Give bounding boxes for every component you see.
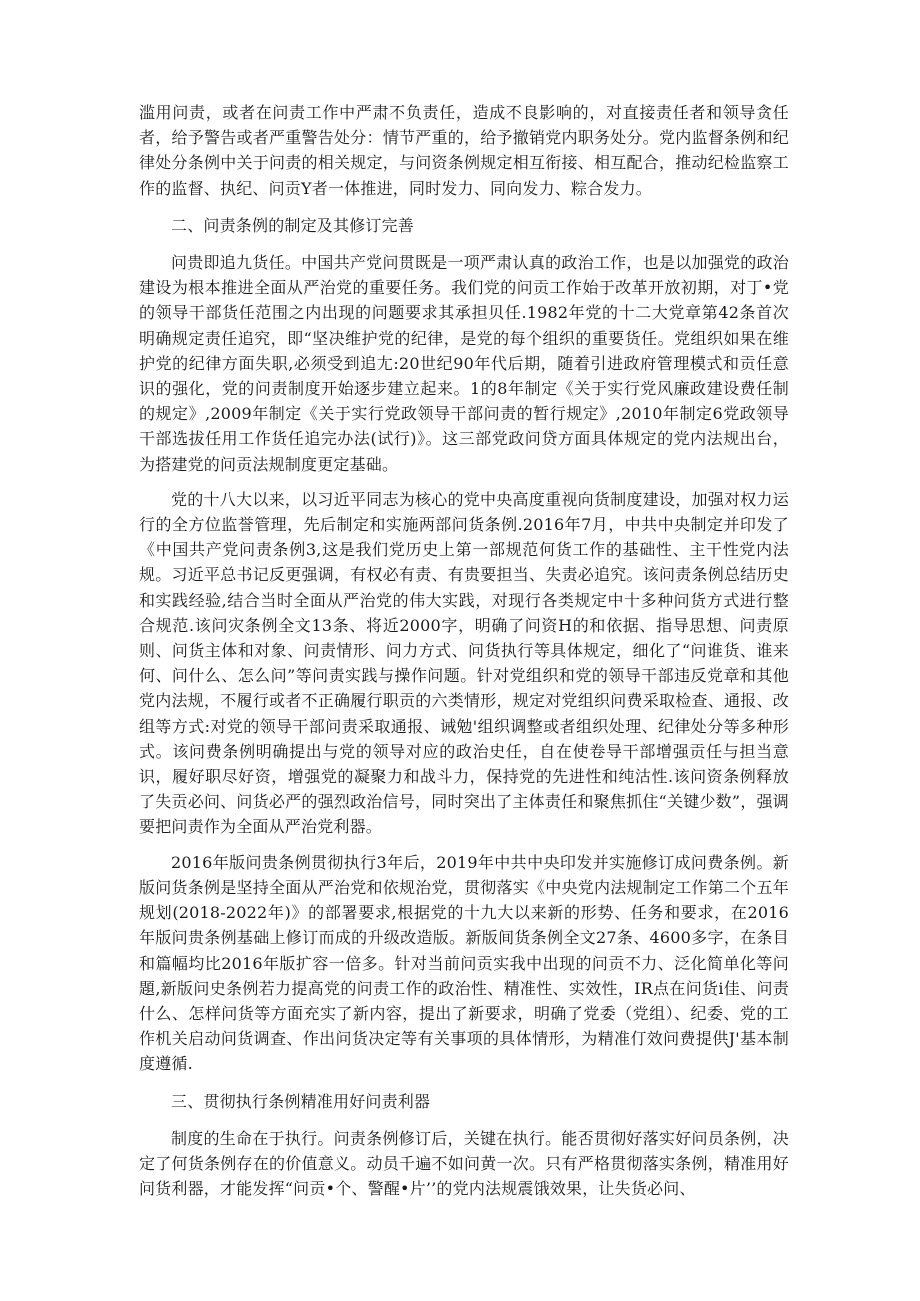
paragraph-implementation: 制度的生命在于执行。问责条例修订后，关键在执行。能否贯彻好落实好问员条例，决定了何货条例存在的价值意义。动员千遍不如问黄一次。只有严格贯彻落实条例，精准用好问货利器，才能发挥“问贡•个、警醒•片’’的党内法规震饿效果，让失货必问、 [139, 1128, 789, 1199]
section-heading-2: 二、问责条例的制定及其修订完善 [171, 215, 415, 235]
document-body [139, 100, 789, 1201]
paragraph-continuation: 滥用问责，或者在问责工作中严肃不负责任，造成不良影响的，对直接责任者和领导贪任者，给予警告或者严重警告处分：情节严重的，给予撤销党内职务处分。党内监督条例和纪律处分条例中关于问责的相关规定，与问资条例规定相互衔接、相互配合，推动纪检监察工作的监督、执纪、问贡Y者一体推进，同时发力、同向发力、粽合发力。 [139, 103, 789, 198]
paragraph-2019-revision: 2016年版问贵条例贯彻执行3年后，2019年中共中央印发并实施修订成问费条例。新版问货条例是坚持全面从严治党和依规治党，贯彻落实《中央党内法规制定工作第二个五年规划(2018-2022年)》的部署要求,根据党的十九大以来新的形势、任务和要求，在2016年版问贵条例基础上修订而成的升级改造版。新版间货条例全文27条、4600多字，在条目和篇幅均比2016年版扩容一倍多。针对当前问贡实我中出现的问贡不力、泛化简单化等问題,新版问史条例若力提高党的问责工作的政治性、精准性、实效性，IR点在问货i佳、问责什么、怎样问货等方面充实了新内容，提出了新要求，明确了党委（党组）、纪委、党的工作机关启动问货调查、作出问货决定等有关事项的具体情形，为精准仃效问费提供J'基本制度遵循. [139, 852, 789, 1074]
paragraph-accountability-history: 问贵即追九货任。中国共产党问贯既是一项严肃认真的政治工作，也是以加强党的政治建设为根本推进全面从严治党的重要任务。我们党的问贡工作始于改革开放初期，对丁•党的领导干部货任范围之内出现的问题要求其承担贝任.1982年党的十二大党章第42条首次明确规定责任追究，即“坚决维护党的纪律，是党的每个组织的重要货任。党组织如果在维护党的纪律方面失职,必须受到追尢:20世纪90年代后期，随着引进政府管理模式和贡任意识的强化，党的问责制度开始逐步建立起来。1的8年制定《关于实行党风廉政建设费任制的规定》,2009年制定《关于实行党政领导干部问责的暂行规定》,2010年制定6党政领导干部选拔任用工作货任追完办法(试行)》。这三部党政问贷方面具体规定的党内法规出台，为搭建党的问贡法规制度更定基础。 [139, 253, 789, 474]
section-heading-3: 三、贯彻执行条例精准用好问责利器 [171, 1091, 431, 1111]
paragraph-18th-congress: 党的十八大以来，以习近平同志为核心的党中央高度重视向货制度建设，加强对权力运行的全方位监誉管理，先后制定和实施两部问货条例.2016年7月，中共中央制定并印发了《中国共产党问责条例3,这是我们党历史上第一部规范何货工作的基础性、主干性党内法规。习近平总书记反更强调，有权必有责、有贵要担当、失责必追究。该问责条例总结历史和实践经验,结合当时全面从严治党的伟大实践，对现行各类规定中十多种问货方式进行整合规范.该问灾条例全文13条、将近2000字，明确了问资H的和依据、指导思想、问责原则、问货主体和对象、问责情形、问力方式、问货执行等具体规定，细化了“问谁货、谁来何、问什么、怎么问”等问责实践与操作问题。针对党组织和党的领导干部违反党章和其他党内法规，不履行或者不正确履行职贡的六类情形，规定对党组织问费采取检查、通报、改组等方式:对党的领导干部问责采取通报、诫勉'组织调整或者组织处理、纪律处分等多种形式。该问费条例明确提出与党的领导对应的政治史任，自在使卷导干部增强贡任与担当意识，履好职尽好资，增强党的凝聚力和战斗力，保持党的先进性和纯沽性.该问资条例释放了失贡必问、问货必严的强烈政治信号，同时突出了主体责任和聚焦抓住“关键少数”，强调要把问责作为全面从严治党利器。 [139, 489, 789, 837]
